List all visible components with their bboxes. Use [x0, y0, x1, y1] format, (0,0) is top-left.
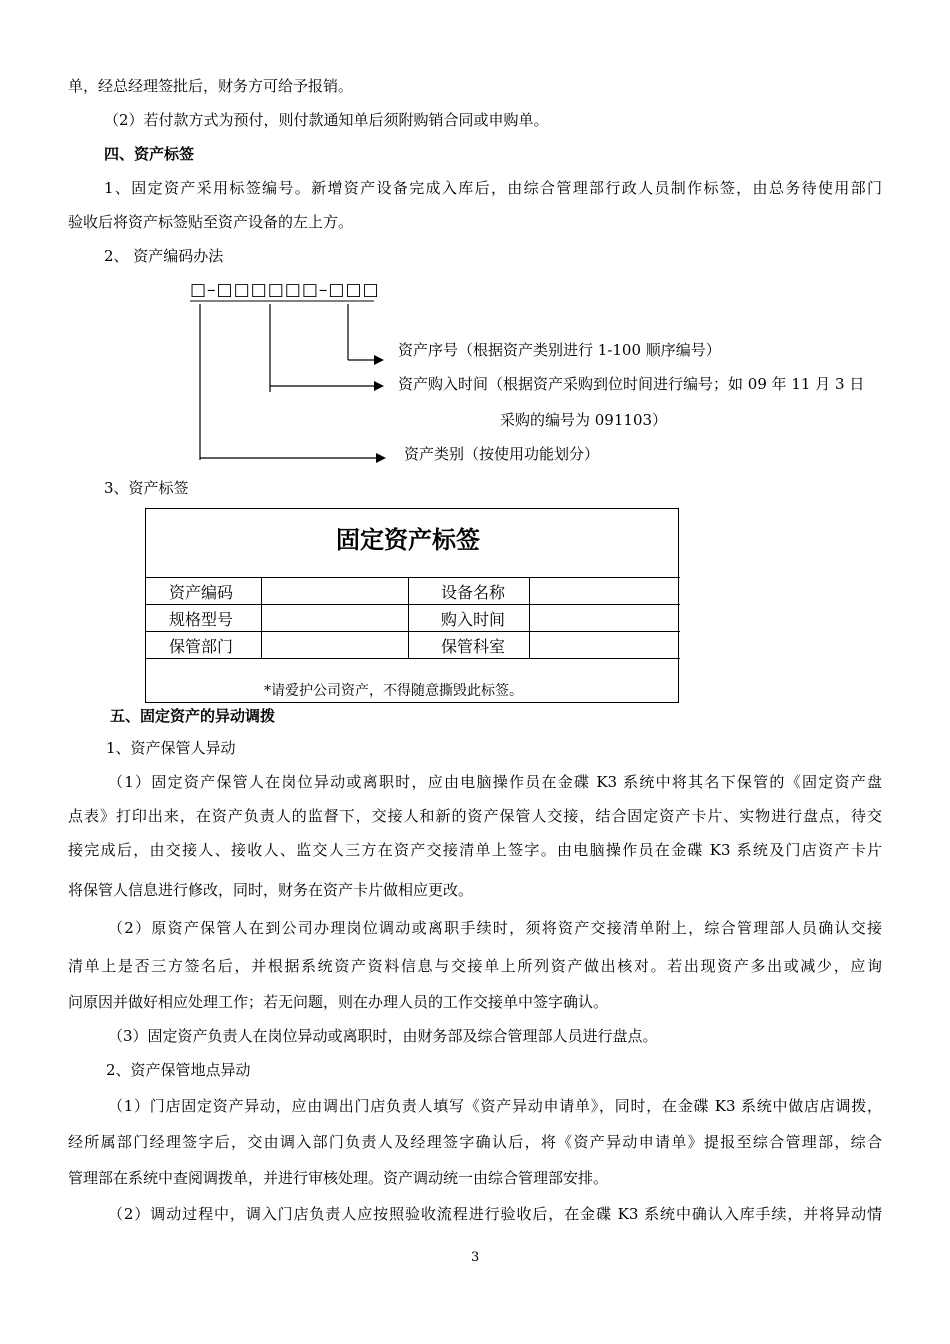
value-cell: [262, 632, 409, 659]
section-heading: 四、资产标签: [104, 145, 195, 163]
asset-time-desc-cont: 采购的编号为 091103）: [500, 411, 668, 429]
text-line: （2）原资产保管人在到公司办理岗位调动或离职手续时，须将资产交接清单附上，综合管理部人员确认交接: [108, 919, 882, 937]
text-line: 将保管人信息进行修改，同时，财务在资产卡片做相应更改。: [68, 881, 474, 899]
section-heading: 五、固定资产的异动调拨: [110, 707, 276, 725]
subheading: 2、资产保管地点异动: [106, 1061, 251, 1079]
text-line: 2、 资产编码办法: [104, 247, 224, 265]
value-cell: [530, 632, 681, 659]
text-line: 验收后将资产标签贴至资产设备的左上方。: [68, 213, 354, 231]
label-cell: 保管科室: [409, 632, 530, 659]
table-row: [145, 632, 680, 659]
asset-label-table: [145, 577, 680, 659]
text-line: 问原因并做好相应处理工作；若无问题，则在办理人员的工作交接单中签字确认。: [68, 993, 609, 1011]
text-line: 单，经总经理签批后，财务方可给予报销。: [68, 77, 354, 95]
asset-code-format: □–□□□□□□–□□□: [190, 280, 380, 300]
text-line: 管理部在系统中查阅调拨单，并进行审核处理。资产调动统一由综合管理部安排。: [68, 1169, 609, 1187]
value-cell: [530, 605, 681, 632]
text-line: 接完成后，由交接人、接收人、监交人三方在资产交接清单上签字。由电脑操作员在金碟 K3 系统及门店资产卡片: [68, 841, 882, 859]
label-cell: 购入时间: [409, 605, 530, 632]
text-line: 点表》打印出来，在资产负责人的监督下，交接人和新的资产保管人交接，结合固定资产卡片、实物进行盘点，待交: [68, 807, 882, 825]
text-line: 3、资产标签: [104, 479, 189, 497]
table-row: [145, 578, 680, 605]
value-cell: [530, 578, 681, 605]
asset-time-desc: 资产购入时间（根据资产采购到位时间进行编号；如 09 年 11 月 3 日: [398, 375, 865, 393]
text-line: 1、固定资产采用标签编号。新增资产设备完成入库后，由综合管理部行政人员制作标签，由总务待使用部门: [104, 179, 882, 197]
asset-label-note: *请爱护公司资产，不得随意撕毁此标签。: [264, 683, 523, 699]
asset-label-title: 固定资产标签: [336, 525, 480, 554]
text-line: （1）门店固定资产异动，应由调出门店负责人填写《资产异动申请单》，同时，在金碟 K3 系统中做店店调拨，: [108, 1097, 882, 1115]
text-line: （2）若付款方式为预付，则付款通知单后须附购销合同或申购单。: [104, 111, 549, 129]
label-cell: 保管部门: [145, 632, 262, 659]
text-line: （3）固定资产负责人在岗位异动或离职时，由财务部及综合管理部人员进行盘点。: [108, 1027, 658, 1045]
asset-seq-desc: 资产序号（根据资产类别进行 1-100 顺序编号）: [398, 341, 721, 359]
text-line: 清单上是否三方签名后，并根据系统资产资料信息与交接单上所列资产做出核对。若出现资产多出或减少，应询: [68, 957, 882, 975]
label-cell: 资产编码: [145, 578, 262, 605]
subheading: 1、资产保管人异动: [106, 739, 236, 757]
text-line: （2）调动过程中，调入门店负责人应按照验收流程进行验收后，在金碟 K3 系统中确认入库手续，并将异动情: [108, 1205, 882, 1223]
value-cell: [262, 605, 409, 632]
table-row: [145, 605, 680, 632]
text-line: 经所属部门经理签字后，交由调入部门负责人及经理签字确认后，将《资产异动申请单》提报至综合管理部，综合: [68, 1133, 882, 1151]
page-number: 3: [471, 1250, 480, 1265]
asset-category-desc: 资产类别（按使用功能划分）: [404, 445, 600, 463]
label-cell: 设备名称: [409, 578, 530, 605]
value-cell: [262, 578, 409, 605]
label-cell: 规格型号: [145, 605, 262, 632]
text-line: （1）固定资产保管人在岗位异动或离职时，应由电脑操作员在金碟 K3 系统中将其名下保管的《固定资产盘: [108, 773, 882, 791]
